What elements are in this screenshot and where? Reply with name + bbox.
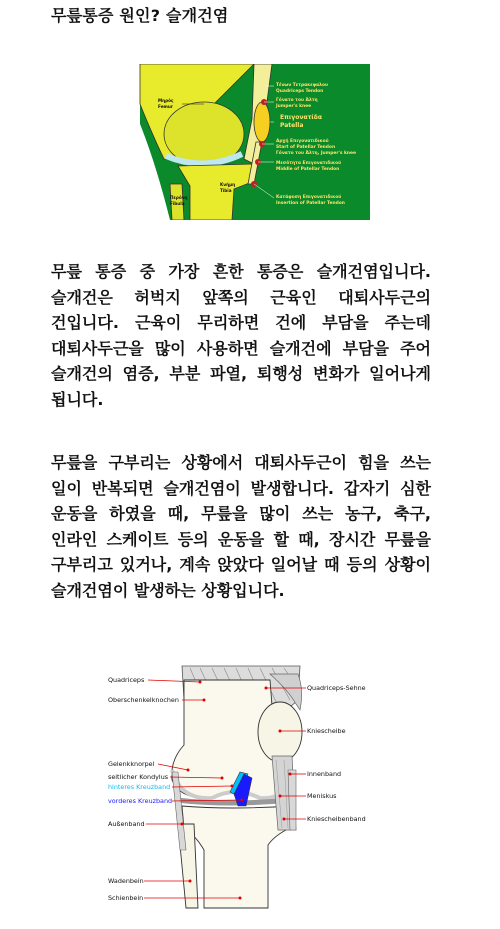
paragraph-2: 무릎을 구부리는 상황에서 대퇴사두근이 힘을 쓰는 일이 반복되면 슬개건염이 발생합니다. 갑자기 심한 운동을 하였을 때, 무릎을 많이 쓰는 농구, 축구, 인라인 스케이트 등의 운동을 할 때, 장시간 무릎을 구부리고 있거나, 계속 앉았다 일어날 때 등의 상황이 슬개건염이 발생하는 상황입니다.	[51, 453, 431, 600]
label-middle-en: Middle of Patellar Tendon	[276, 167, 340, 172]
label-start-jumper: Γόνατο του Άλτη, Jumper's knee	[276, 151, 356, 156]
label-quadriceps-en: Quadriceps Tendon	[276, 89, 324, 94]
label-fibula-en: Fibula	[170, 201, 185, 206]
label-patellar-ligament: Kniescheibenband	[307, 815, 366, 823]
label-femur-en: Femur	[158, 104, 173, 109]
label-posterior-cruciate: hinteres Kreuzband	[108, 783, 171, 791]
label-medial-ligament: Innenband	[307, 770, 342, 778]
label-quadriceps-tendon: Quadriceps-Sehne	[307, 684, 366, 692]
label-lateral-condyle: seitlicher Kondylus	[108, 773, 169, 781]
page-title: 무릎통증 원인? 슬개건염	[51, 6, 229, 25]
label-anterior-cruciate: vorderes Kreuzband	[108, 797, 173, 805]
label-insertion-en: Insertion of Patellar Tendon	[276, 201, 345, 206]
label-patella: Kniescheibe	[307, 727, 346, 735]
knee-anatomy-diagram	[100, 660, 400, 914]
label-patella-en: Patella	[280, 122, 304, 129]
label-lateral-ligament: Außenband	[108, 820, 145, 828]
jumpers-knee-illustration	[104, 64, 370, 220]
label-femur-gr: Μηρός	[158, 98, 174, 103]
label-quadriceps: Quadriceps	[108, 676, 145, 684]
label-middle-gr: Μεσότητα Επιγονατιδικού	[276, 161, 342, 166]
label-tibia-en: Tibia	[220, 188, 232, 193]
label-patella-gr: Επιγονατίδα	[280, 114, 323, 121]
label-femur: Oberschenkelknochen	[108, 696, 179, 704]
label-quadriceps-gr: Τένων Τετρακεφαλου	[276, 83, 328, 88]
label-tibia-gr: Κνήμη	[220, 182, 236, 187]
label-cartilage: Gelenkknorpel	[108, 760, 155, 768]
label-meniscus: Meniskus	[307, 792, 337, 800]
label-insertion-gr: Κατάφυση Επιγονατιδικού	[276, 195, 342, 200]
label-fibula: Wadenbein	[108, 877, 144, 885]
label-jumper-en: Jumper's knee	[276, 104, 312, 109]
label-start-gr: Αρχή Επιγονατιδικού	[276, 139, 329, 144]
label-jumper-gr: Γόνατο του Άλτη	[276, 98, 318, 103]
label-start-en: Start of Patellar Tendon	[276, 145, 336, 150]
label-tibia: Schienbein	[108, 894, 144, 902]
label-fibula-gr: Περόνη	[170, 195, 188, 200]
paragraph-1: 무릎 통증 중 가장 흔한 통증은 슬개건염입니다. 슬개건은 허벅지 앞쪽의 근육인 대퇴사두근의 건입니다. 근육이 무리하면 건에 부담을 주는데 대퇴사두근을 많이 사용하면 슬개건에 부담을 주어 슬개건의 염증, 부분 파열, 퇴행성 변화가 일어나게 됩니다.	[51, 262, 431, 409]
